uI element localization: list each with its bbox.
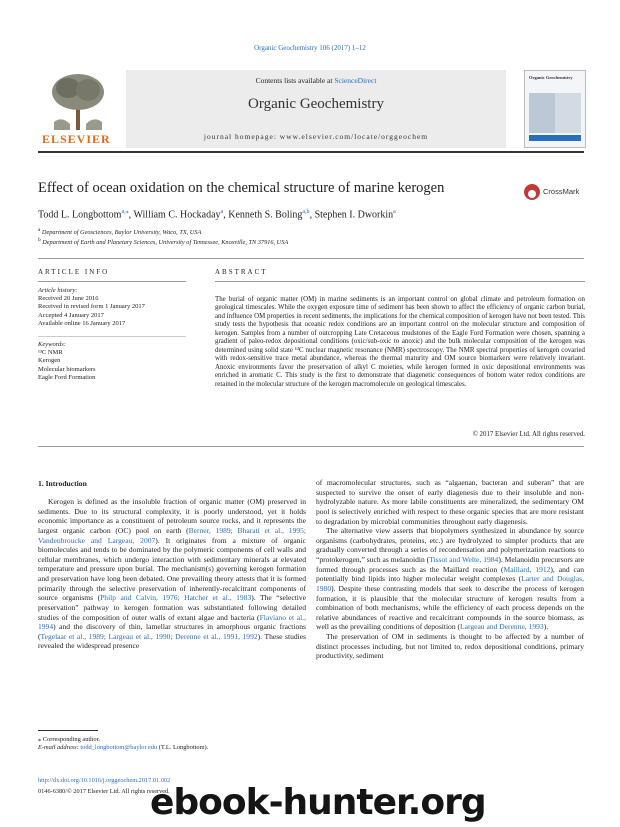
text-run: ). These studies revealed the widespread presence [38, 631, 306, 651]
journal-banner [38, 70, 584, 148]
email-label: E-mail address: [38, 744, 81, 751]
abstract-rule [215, 281, 585, 282]
body-column-right [316, 478, 584, 661]
text-run: of macromolecular structures, such as “algaenan, bacteran and suberan” that are suspected to survive the onset of early diagenesis due to their insoluble and non-hydrolyzable nature. As more labile constituents are mineralized, the sedimentary OM pool is selectively enriched with respect to these organic species that are more resistant to degradation by microbial communities throughout early diagenesis. [316, 478, 584, 526]
article-info [38, 287, 186, 382]
footnote-email [38, 744, 306, 751]
contents-line [126, 76, 506, 85]
history-item: Accepted 4 January 2017 [38, 311, 104, 319]
abstract-heading: ABSTRACT [215, 268, 268, 276]
cover-image [529, 93, 581, 133]
elsevier-tree-icon [48, 72, 108, 130]
sciencedirect-link[interactable]: ScienceDirect [334, 76, 377, 85]
citation-link[interactable]: Philp and Calvin, 1976; Hatcher et al., 1983 [100, 593, 252, 603]
author-affil-marker[interactable]: a [393, 209, 396, 215]
info-divider [38, 336, 186, 337]
text-run: ), and can potentially bind lipids into higher molecular weight complexes ( [316, 564, 584, 584]
section-rule [38, 258, 584, 259]
author-name[interactable]: William C. Hockaday [133, 209, 221, 221]
author-affil-marker[interactable]: a,b [302, 209, 310, 215]
article-info-heading: ARTICLE INFO [38, 268, 110, 276]
journal-reference[interactable]: Organic Geochemistry 106 (2017) 1–12 [254, 44, 366, 52]
author-name[interactable]: Kenneth S. Boling [228, 209, 303, 221]
affiliation-marker: a [38, 227, 41, 233]
citation-link[interactable]: Flaviano et al., 1994 [38, 612, 306, 632]
body-rule [38, 446, 584, 447]
affiliation [38, 227, 584, 236]
affiliation [38, 237, 584, 246]
watermark-text: ebook-hunter.org [150, 782, 486, 823]
keyword: Molecular biomarkers [38, 365, 96, 373]
email-suffix: (T.L. Longbottom). [157, 744, 209, 751]
article-title: Effect of ocean oxidation on the chemical structure of marine kerogen [38, 180, 445, 196]
contents-prefix: Contents lists available at [255, 76, 335, 85]
crossmark-badge[interactable] [524, 182, 584, 204]
author-name[interactable]: Stephen I. Dworkin [314, 209, 394, 221]
author-affil-marker[interactable]: a [220, 209, 224, 215]
publisher-name: ELSEVIER [42, 132, 111, 146]
journal-homepage [126, 132, 506, 141]
banner-center [126, 70, 506, 148]
issn-line: 0146-6380/© 2017 Elsevier Ltd. All rights reserved. [38, 788, 170, 795]
history-item: Received 20 June 2016 [38, 295, 99, 303]
paragraph [316, 478, 584, 526]
doi-link[interactable]: http://dx.doi.org/10.1016/j.orggeochem.2017.01.002 [38, 777, 171, 784]
body-column-left [38, 483, 306, 651]
affiliation-text: Department of Earth and Planetary Sciences, University of Tennessee, Knoxville, TN 37916, USA [42, 239, 289, 247]
text-run: ). The “selective preservation” pathway to kerogen formation was substantiated following detailed studies of the composition of outer walls of extant algae and bacteria ( [38, 593, 306, 622]
keywords-heading: Keywords: [38, 341, 66, 349]
cover-title: Organic Geochemistry [529, 75, 573, 80]
introduction-heading: 1. Introduction [38, 479, 87, 488]
info-rule [38, 281, 186, 282]
text-run: ). Melanoidin precursors are formed through processes such as the Maillard reaction ( [316, 555, 585, 574]
paragraph [316, 526, 584, 632]
footnote-corresponding: ⁎ Corresponding author. [38, 736, 100, 743]
homepage-label: journal homepage: [203, 132, 280, 141]
text-run: ). [543, 622, 549, 632]
text-run: ) and the discovery of thin, lamellar structures in amorphous organic fractions ( [38, 622, 306, 641]
text-run: Kerogen is defined as the insoluble fraction of organic matter (OM) preserved in sediments. Due to its structural complexity, it is poorly understood, yet it holds economic importance as a constituent of petroleum source rocks, and it represents the largest organic carbon (OC) pool on earth ( [38, 497, 306, 535]
text-run: The alternative view asserts that biopolymers synthesized in abundance by source organisms (carbohydrates, proteins, etc.) are hydrolyzed to simpler products that are gradually converted through a series of recondensation and polymerization reactions to “protokerogen,” such as melanoidin ( [316, 526, 584, 564]
history-heading: Article history: [38, 287, 78, 294]
crossmark-icon-inner [528, 190, 536, 198]
citation-link[interactable]: Maillard, 1912 [503, 564, 551, 574]
footnote-rule [38, 730, 98, 731]
elsevier-logo[interactable] [38, 70, 118, 148]
header-rule [38, 151, 584, 153]
affiliation-marker: b [38, 237, 41, 243]
text-run: ). It originates from a mixture of organic biomolecules and tends to be dominated by the polymeric components of cell walls and cellular membranes, which undergo interaction with sedimentary minerals at elevated temperature and pressure upon burial. The mechanism(s) governing kerogen formation and preservation have long been debated. One prevailing theory attests that it is formed primarily through the selective preservation of inherently-recalcitrant components of source organisms ( [38, 535, 306, 603]
author-name[interactable]: Todd L. Longbottom [38, 209, 122, 221]
email-link[interactable]: todd_longbottom@baylor.edu [80, 744, 158, 751]
affiliation-text: Department of Geosciences, Baylor University, Waco, TX, USA [41, 229, 202, 237]
crossmark-icon [524, 184, 540, 200]
citation-link[interactable]: Tegelaar et al., 1989; Largeau et al., 1990; Derenne et al., 1991, 1992 [40, 631, 258, 641]
keyword: Kerogen [38, 357, 61, 365]
abstract-copyright: © 2017 Elsevier Ltd. All rights reserved. [472, 431, 585, 438]
citation-link[interactable]: Larter and Douglas, 1980 [316, 574, 584, 593]
citation-link[interactable]: Tissot and Welte, 1984 [429, 555, 499, 564]
citation-link[interactable]: Largeau and Derenne, 1993 [460, 622, 544, 632]
keyword: Eagle Ford Formation [38, 373, 96, 381]
cover-stripe [529, 135, 581, 141]
abstract-text: The burial of organic matter (OM) in marine sediments is an important control on global climate and petroleum formation on geological timescales. While the oxygen exposure time of sediment has been shown to affect the efficiency of organic carbon burial, and influence OM properties in recent sediments, the implications for the chemical composition of kerogen have not been tested. This study tests the hypothesis that oceanic redox conditions are an important control on the molecular structure and composition of kerogen. Samples from a number of outcropping Late Cretaceous mudstones of the Eagle Ford Formation were chosen, spanning a gradient of paleo-redox depositional conditions (oxic/sub-oxic to anoxic) and the bulk molecular composition of the kerogen was determined using solid state ¹³C nuclear magnetic resonance (NMR) spectroscopy. The NMR spectral properties of kerogen covaried with redox-sensitive trace metal abundance, whereas the thermal maturity and OM source biomarkers were relatively invariant. Anoxic environments favor the preservation of alkyl C moieties, while kerogen formed in oxic depositional environments was enriched in aromatic C. This study is the first to demonstrate that diagenetic consequences of bottom water redox conditions are retained in the molecular structure of the kerogen macromolecule on geological timescales. [215, 296, 585, 388]
author-list: Todd L. Longbottom$^{a,⁎}$, William C. Hockaday$^a$, Kenneth S. Boling$^{a,b}$, Stephen I. Dworkin$^a$ [38, 209, 396, 221]
journal-title: Organic Geochemistry [248, 96, 384, 112]
citation-link[interactable]: Berner, 1989; Bharati et al., 1995; Vandenbroucke and Largeau, 2007 [38, 525, 306, 545]
text-run: ). Despite these contrasting models that seek to describe the process of kerogen formation, it is plausible that the molecular structure of kerogen results from a combination of both mechanisms, while the efficiency of each process depends on the relative abundances of reactive and recalcitrant compounds in the source biomass, as well as the prevailing conditions of deposition ( [316, 583, 584, 632]
paragraph [38, 497, 306, 651]
history-item: Received in revised form 1 January 2017 [38, 303, 145, 311]
author-affil-marker[interactable]: a,⁎ [121, 209, 129, 215]
keyword: ¹³C NMR [38, 349, 63, 357]
paragraph [316, 632, 584, 661]
history-item: Available online 16 January 2017 [38, 319, 126, 327]
text-run: The preservation of OM in sediments is thought to be affected by a number of distinct processes including, but not limited to, redox depositional conditions, primary productivity, sediment [316, 632, 584, 661]
homepage-url-link[interactable]: www.elsevier.com/locate/orggeochem [279, 132, 429, 141]
journal-cover[interactable] [524, 70, 586, 148]
crossmark-label: CrossMark [543, 187, 580, 196]
